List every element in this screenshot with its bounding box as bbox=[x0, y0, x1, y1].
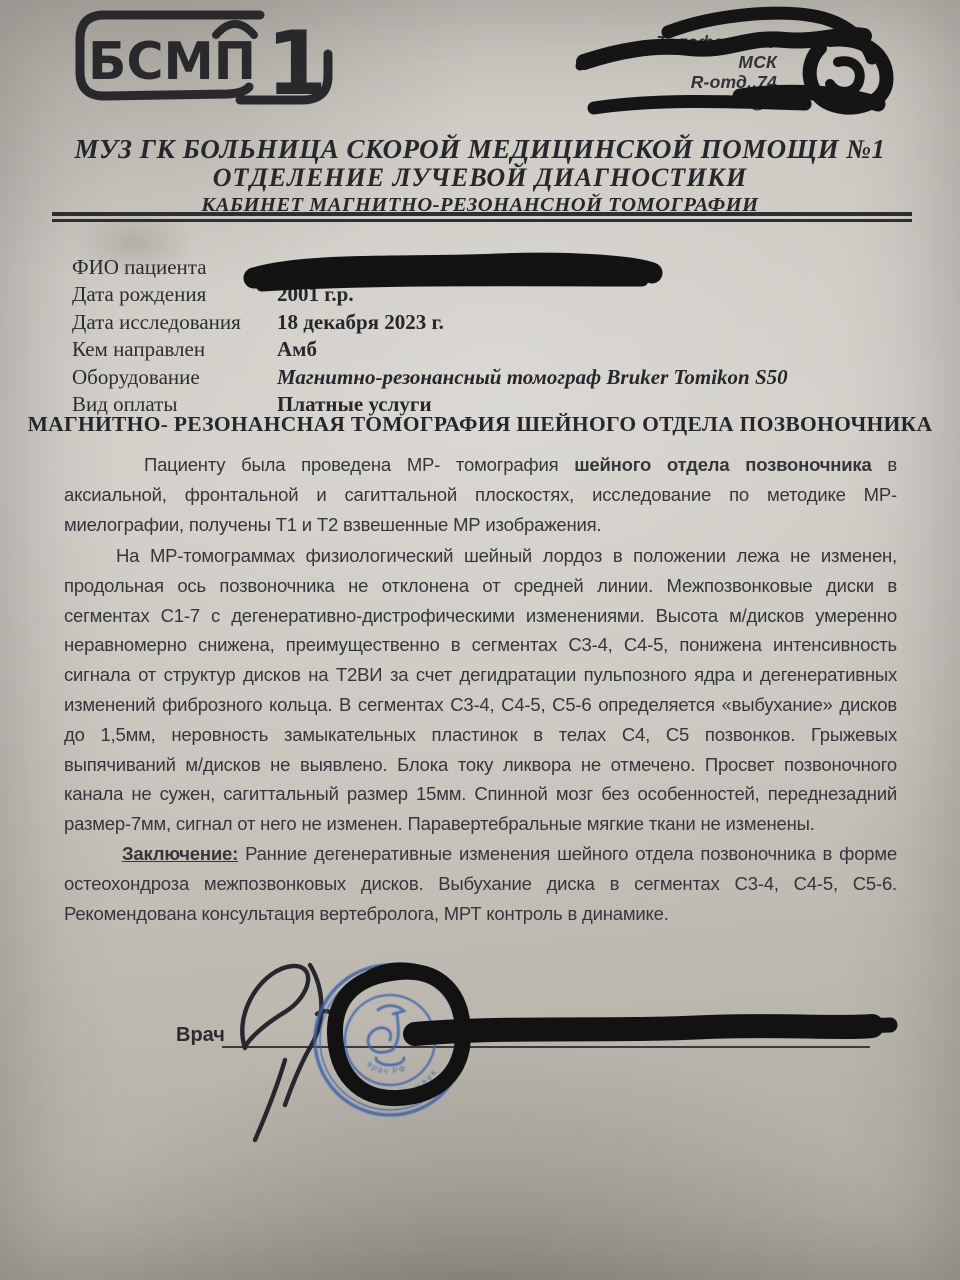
field-label: Дата исследования bbox=[72, 309, 241, 334]
org-title: МУЗ ГК БОЛЬНИЦА СКОРОЙ МЕДИЦИНСКОЙ ПОМОЩИ №1 bbox=[74, 134, 886, 164]
field-row-equipment bbox=[72, 364, 912, 391]
doctor-label: Врач bbox=[176, 1024, 225, 1046]
conclusion-text: Ранние дегенеративные изменения шейного отдела позвоночника в форме остеохондроза межпозвонковых дисков. Выбухание диска в сегментах С3-4, С4-5, С5-6. Рекомендована консультация вертебролога, МРТ контроль в динамике. bbox=[64, 842, 897, 924]
field-label: Оборудование bbox=[72, 364, 200, 389]
field-label: Кем направлен bbox=[72, 337, 206, 362]
logo-number: 1 bbox=[266, 12, 328, 115]
field-value: Магнитно-резонансный томограф Bruker Tomikon S50 bbox=[277, 364, 788, 389]
letterhead bbox=[0, 134, 960, 217]
field-value: Амб bbox=[277, 337, 317, 362]
contact-email: e-mail: rzav@b bbox=[650, 92, 777, 112]
p1-bold: шейного отдела позвоночника bbox=[574, 454, 872, 475]
paragraph-study-description bbox=[64, 450, 897, 539]
contact-phone-mrt: Телефон МРТ bbox=[656, 32, 777, 52]
field-row-study-date bbox=[72, 309, 912, 336]
bsmp-logo bbox=[70, 6, 342, 116]
contact-msk: МСК bbox=[738, 52, 777, 72]
field-value: Платные услуги bbox=[277, 391, 432, 416]
p1-end: в аксиальной, фронтальной и сагиттальной плоскостях, исследование по методике МР- миелографии, получены Т1 и Т2 взвешенные МР изображения. bbox=[64, 454, 897, 535]
redaction-scribble-contact bbox=[580, 2, 930, 122]
conclusion-label: Заключение: bbox=[122, 842, 239, 864]
field-value: 18 декабря 2023 г. bbox=[277, 309, 444, 334]
paragraph-conclusion bbox=[64, 839, 897, 928]
field-label: Дата рождения bbox=[72, 282, 207, 307]
department-title: ОТДЕЛЕНИЕ ЛУЧЕВОЙ ДИАГНОСТИКИ bbox=[212, 163, 748, 192]
redaction-bar-patient-name bbox=[238, 252, 668, 298]
field-label: ФИО пациента bbox=[72, 255, 207, 279]
logo-text: БСМП bbox=[88, 32, 256, 92]
stamp-text-outer: медицинских наук bbox=[337, 1063, 441, 1101]
field-value: 2001 г.р. bbox=[277, 282, 354, 307]
stamp-text-inner: врач РФ bbox=[365, 1058, 409, 1077]
study-title: МАГНИТНО- РЕЗОНАНСНАЯ ТОМОГРАФИЯ ШЕЙНОГО ОТДЕЛА ПОЗВОНОЧНИКА bbox=[27, 412, 933, 436]
contact-r-otd: R-отд..74 bbox=[690, 72, 777, 92]
p1-start: Пациенту была проведена МР- томография bbox=[144, 454, 575, 475]
report-body bbox=[64, 541, 897, 928]
field-label: Вид оплаты bbox=[72, 391, 178, 416]
field-row-referrer bbox=[72, 336, 912, 363]
paragraph-findings: На МР-томограммах физиологический шейный лордоз в положении лежа не изменен, продольная ось позвоночника не отклонена от средней линии. Межпозвонковые диски в сегментах С1-7 с дегенеративно-дистрофическими изменениями. Высота м/дисков умеренно неравномерно снижена, преимущественно в сегментах С3-4, С4-5, понижена интенсивность сигнала от структур дисков на Т2ВИ за счет дегидратации пульпозного ядра и дегенеративных изменений фиброзного кольца. В сегментах С3-4, С4-5, С5-6 определяется «выбухание» дисков до 1,5мм, неровность замыкательных пластинок в телах С4, С5 позвонков. Грыжевых выпячиваний м/дисков не выявлено. Блока току ликвора не отмечено. Просвет позвоночного канала не сужен, сагиттальный размер 15мм. Спинной мозг без особенностей, переднезадний размер-7мм, сигнал от него не изменен. Паравертебральные мягкие ткани не изменены. bbox=[64, 545, 897, 835]
redaction-scribble-signature bbox=[278, 942, 928, 1147]
cabinet-title: КАБИНЕТ МАГНИТНО-РЕЗОНАНСНОЙ ТОМОГРАФИИ bbox=[201, 194, 759, 216]
double-rule bbox=[52, 212, 912, 222]
